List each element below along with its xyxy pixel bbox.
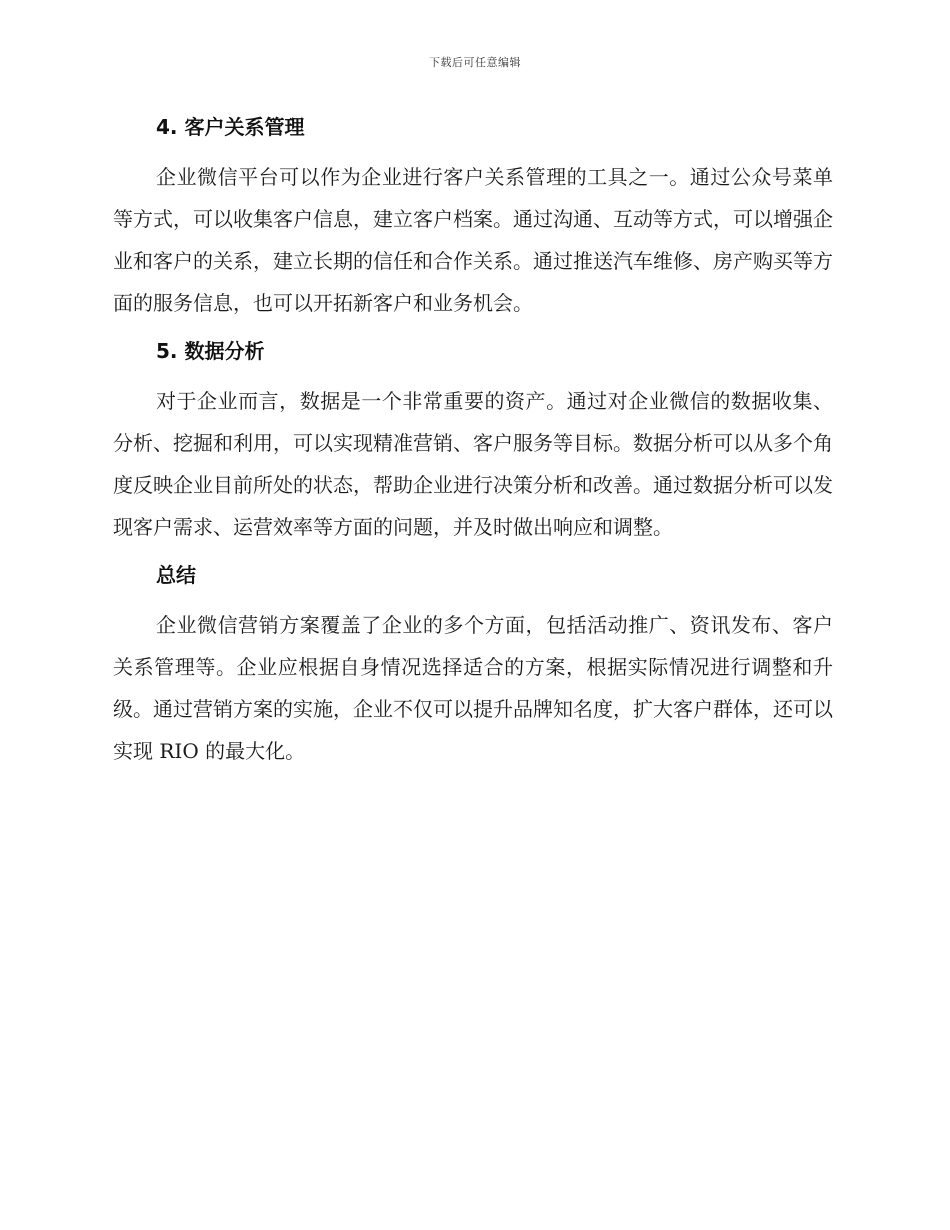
section-heading: 4. 客户关系管理 bbox=[156, 115, 305, 139]
section-paragraph: 对于企业而言，数据是一个非常重要的资产。通过对企业微信的数据收集、分析、挖掘和利用，可以实现精准营销、客户服务等目标。数据分析可以从多个角度反映企业目前所处的状态，帮助企业进行决策分析和改善。通过数据分析可以发现客户需求、运营效率等方面的问题，并及时做出响应和调整。 bbox=[113, 389, 833, 539]
section-customer-relationship bbox=[113, 110, 833, 324]
document-body bbox=[113, 110, 833, 782]
section-heading: 总结 bbox=[156, 563, 196, 587]
section-paragraph: 企业微信营销方案覆盖了企业的多个方面，包括活动推广、资讯发布、客户关系管理等。企业应根据自身情况选择适合的方案，根据实际情况进行调整和升级。通过营销方案的实施，企业不仅可以提升品牌知名度，扩大客户群体，还可以实现 RIO 的最大化。 bbox=[113, 613, 833, 763]
section-data-analysis bbox=[113, 334, 833, 548]
section-summary bbox=[113, 558, 833, 772]
section-heading: 5. 数据分析 bbox=[156, 339, 265, 363]
section-paragraph: 企业微信平台可以作为企业进行客户关系管理的工具之一。通过公众号菜单等方式，可以收集客户信息，建立客户档案。通过沟通、互动等方式，可以增强企业和客户的关系，建立长期的信任和合作关系。通过推送汽车维修、房产购买等方面的服务信息，也可以开拓新客户和业务机会。 bbox=[113, 165, 833, 315]
page-header: 下载后可任意编辑 bbox=[429, 56, 521, 69]
